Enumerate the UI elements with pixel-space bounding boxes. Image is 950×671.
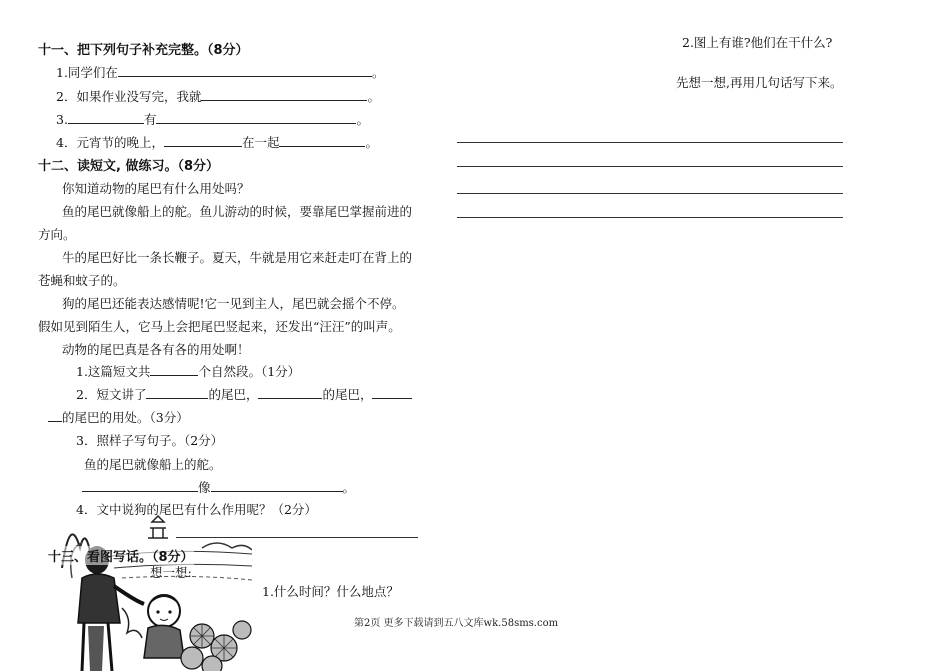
s12-question-1: [76, 362, 300, 380]
right-question-2: 2.图上有谁?他们在干什么?: [682, 35, 833, 50]
s11-item-4-blank-2[interactable]: [279, 134, 365, 147]
s12-q3-answer: [82, 478, 355, 496]
s12-q2-blank-2[interactable]: [258, 386, 322, 399]
s12-q3-suffix: 。: [342, 480, 356, 495]
s11-item-1-prefix: 1.同学们在: [56, 65, 118, 80]
s11-item-2-suffix: 。: [367, 89, 380, 104]
s12-question-3: 3．照样子写句子。（2分）: [76, 433, 224, 448]
s12-q2-line2-suffix: 的尾巴的用处。（3分）: [62, 410, 189, 425]
passage-para-3: 牛的尾巴好比一条长鞭子。夏天，牛就是用它来赶走叮在背上的: [62, 250, 413, 265]
s13-question-1: 1.什么时间？什么地点？: [262, 584, 399, 599]
right-instruction: 先想一想,再用几句话写下来。: [676, 75, 843, 90]
s11-item-2-blank[interactable]: [201, 88, 367, 101]
s12-q1-blank[interactable]: [150, 363, 198, 376]
s12-q3-blank-2[interactable]: [211, 479, 343, 492]
passage-para-4-cont: 假如见到陌生人，它马上会把尾巴竖起来，还发出“汪汪”的叫声。: [38, 319, 401, 334]
s12-q2-blank-3-cont[interactable]: [48, 409, 62, 422]
s12-question-2: [76, 385, 412, 403]
passage-para-4: 狗的尾巴还能表达感情呢!它一见到主人，尾巴就会摇个不停。: [62, 296, 405, 311]
s11-item-4-suffix: 。: [365, 135, 378, 150]
s12-q3-example: 鱼的尾巴就像船上的舵。: [84, 457, 222, 472]
s11-item-3: [56, 110, 369, 128]
writing-line-1[interactable]: [457, 142, 843, 143]
s12-q2-blank-3[interactable]: [372, 386, 412, 399]
s11-item-1: [56, 63, 384, 81]
flowers-icon: [181, 621, 251, 671]
passage-para-5: 动物的尾巴真是各有各的用处啊！: [62, 342, 250, 357]
page-footer: 第2页 更多下载请到五八文库wk.58sms.com: [354, 618, 559, 629]
section-11-heading: 十一、把下列句子补充完整。（8分）: [38, 43, 249, 58]
s11-item-3-blank-2[interactable]: [156, 111, 356, 124]
s12-q2-mid2: 的尾巴，: [322, 387, 373, 402]
section-13-heading: 十三、看图写话。（8分）: [48, 546, 194, 565]
passage-para-2: 鱼的尾巴就像船上的舵。鱼儿游动的时候，要靠尾巴掌握前进的: [62, 204, 413, 219]
s13-think: 想一想:: [150, 565, 192, 580]
s11-item-1-blank[interactable]: [118, 64, 372, 77]
s11-item-4-blank-1[interactable]: [164, 134, 242, 147]
s12-q3-mid: 像: [198, 480, 211, 495]
section-12-heading: 十二、读短文, 做练习。（8分）: [38, 159, 220, 174]
s11-item-3-mid: 有: [143, 112, 157, 127]
s12-q2-mid1: 的尾巴，: [208, 387, 259, 402]
s12-q1-suffix: 个自然段。（1分）: [198, 364, 301, 379]
s11-item-2: [56, 87, 380, 105]
pagoda-icon: [148, 516, 168, 538]
s11-item-4-prefix: 4．元宵节的晚上，: [56, 135, 164, 150]
s11-item-2-prefix: 2．如果作业没写完，我就: [56, 89, 202, 104]
s12-q2-prefix: 2．短文讲了: [76, 387, 147, 402]
s12-question-4: 4．文中说狗的尾巴有什么作用呢？（2分）: [76, 502, 317, 517]
s11-item-3-prefix: 3.: [56, 112, 68, 127]
passage-para-3-cont: 苍蝇和蚊子的。: [38, 273, 126, 288]
s11-item-3-blank-1[interactable]: [68, 111, 144, 124]
writing-line-4[interactable]: [457, 217, 843, 218]
s11-item-3-suffix: 。: [356, 112, 369, 127]
s12-q3-blank-1[interactable]: [82, 479, 198, 492]
s11-item-4: [56, 133, 378, 151]
s12-q2-blank-1[interactable]: [146, 386, 208, 399]
s12-q1-prefix: 1.这篇短文共: [76, 364, 151, 379]
s11-item-1-suffix: 。: [371, 65, 385, 80]
s11-item-4-mid: 在一起: [241, 135, 280, 150]
passage-para-1: 你知道动物的尾巴有什么用处吗？: [62, 181, 250, 196]
writing-line-2[interactable]: [457, 166, 843, 167]
child-body: [144, 625, 184, 658]
writing-line-3[interactable]: [457, 193, 843, 194]
adult-body: [78, 574, 120, 623]
passage-para-2-cont: 方向。: [38, 227, 76, 242]
s12-question-2-cont: [48, 408, 189, 426]
picture-illustration: [52, 508, 252, 671]
